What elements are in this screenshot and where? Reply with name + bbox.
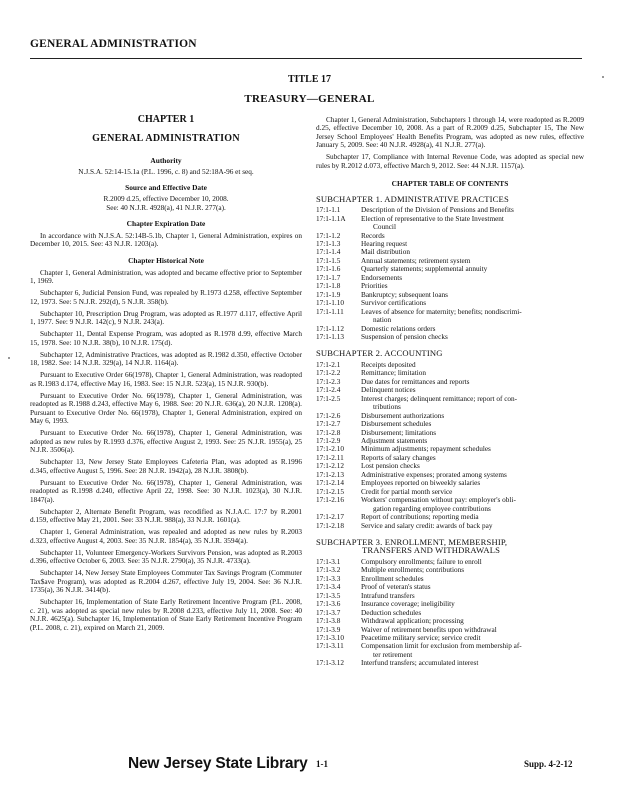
margin-mark [8,357,10,359]
section-number: 17:1-1.2 [316,231,341,240]
section-title [361,659,584,667]
section-title [361,488,584,496]
history-note: Subchapter 11, Volunteer Emergency-Workers Survivors Pension, was adopted as R.2003 d.396, effective October 6, 2003. See: 35 N.J.R. 2790(a), 35 N.J.R. 4733(a). [30,548,302,566]
section-number: 17:1-1.10 [316,299,344,308]
toc-entry [316,600,584,608]
section-title [361,369,584,377]
subchapter-1-title: SUBCHAPTER 1. ADMINISTRATIVE PRACTICES [316,193,509,204]
section-number: 17:1-1.13 [316,333,344,342]
section-number: 17:1-1.8 [316,282,341,291]
section-title-line: Delinquent notices [361,386,416,395]
toc-entry [316,592,584,600]
toc-entry [316,609,584,617]
section-title [361,634,584,642]
section-number: 17:1-3.7 [316,608,341,617]
toc-entry [316,445,584,453]
source-line: See: 40 N.J.R. 4928(a), 41 N.J.R. 277(a). [106,203,226,212]
toc-entry [316,471,584,479]
history-note: Subchapter 14, New Jersey State Employees Commuter Tax Savings Program (Commuter Tax$ave Program), was adopted as R.2004 d.267, effective July 19, 2004. See: 36 N.J.R. 1735(a), 36 N.J.R. 3414(b). [30,569,302,595]
page-number: 1-1 [316,759,328,769]
library-watermark: New Jersey State Library [128,755,308,772]
section-title-line: Remittance; limitation [361,369,427,378]
section-title-line: Due dates for remittances and reports [361,377,470,386]
section-number: 17:1-3.1 [316,557,341,566]
subchapter-3-title-line1: SUBCHAPTER 3. ENROLLMENT, MEMBERSHIP, [316,536,508,547]
section-title [361,386,584,394]
history-notes [30,269,302,632]
history-note: Subchapter 6, Judicial Pension Fund, was repealed by R.1973 d.258, effective September 12, 1973. See: 5 N.J.R. 292(d), 5 N.J.R. 358(b). [30,289,302,306]
section-title-line: ter retirement [373,650,413,659]
toc-entry [316,566,584,574]
toc-entry [316,626,584,634]
section-title [361,308,584,325]
toc-entry [316,206,584,214]
section-title [361,378,584,386]
section-number: 17:1-2.16 [316,496,344,505]
section-title-line: Quarterly statements; supplemental annuity [361,265,488,274]
section-title-line: Multiple enrollments; contributions [361,566,465,575]
section-title-line: Lost pension checks [361,462,420,471]
section-title-line: Adjustment statements [361,437,428,445]
right-column [316,116,584,668]
section-title [361,299,584,307]
source-heading: Source and Effective Date [125,182,207,192]
section-title-line: Insurance coverage; ineligibility [361,600,455,609]
section-title-line: Credit for partial month service [361,487,453,496]
section-number: 17:1-2.5 [316,394,341,403]
section-number: 17:1-1.7 [316,273,341,282]
section-title [361,437,584,445]
section-title [361,282,584,290]
section-title [361,274,584,282]
section-title-line: Receipts deposited [361,360,416,369]
section-number: 17:1-2.15 [316,487,344,496]
section-number: 17:1-3.6 [316,600,341,609]
title-heading: TITLE 17 [287,74,332,85]
section-title-line: Disbursement; limitations [361,428,437,437]
section-title [361,609,584,617]
section-number: 17:1-3.4 [316,583,341,592]
section-title-line: Mail distribution [361,248,410,257]
toc-entry [316,558,584,566]
section-title-line: Report of contributions; reporting media [361,513,479,522]
section-number: 17:1-2.12 [316,462,344,471]
section-title-line: Description of the Division of Pensions and Benefits [361,206,514,215]
section-title-line: Waiver of retirement benefits upon withdrawal [361,625,497,634]
history-note: Subchapter 11, Dental Expense Program, was adopted as R.1978 d.99, effective March 15, 1978. See: 10 N.J.R. 38(b), 10 N.J.R. 175(d). [30,330,302,347]
section-title-line: Peacetime military service; service credit [361,633,481,642]
toc-entry [316,522,584,530]
section-title-line: Suspension of pension checks [361,333,448,342]
toc-entry [316,369,584,377]
section-title [361,395,584,412]
section-number: 17:1-3.12 [316,659,344,668]
section-title [361,496,584,513]
section-title [361,566,584,574]
toc-entry [316,265,584,273]
section-title-line: nation [373,316,392,325]
left-column [30,116,302,636]
section-number: 17:1-1.4 [316,248,341,257]
history-heading: Chapter Historical Note [128,255,204,265]
toc-entry [316,454,584,462]
authority-text: N.J.S.A. 52:14-15.1a (P.L. 1996, c. 8) and 52:18A-96 et seq. [78,168,254,177]
section-title-line: Compulsory enrollments; failure to enroll [361,557,482,566]
toc-entry [316,240,584,248]
section-title [361,240,584,248]
expiration-heading: Chapter Expiration Date [126,219,206,229]
section-title [361,575,584,583]
chapter-name: GENERAL ADMINISTRATION [92,133,240,145]
history-note: Chapter 1, General Administration, was adopted and became effective prior to September 1, 1969. [30,268,302,286]
title-subheading: TREASURY—GENERAL [244,93,375,105]
subchapter-3-title [316,538,584,555]
toc-entry [316,248,584,256]
section-title-line: Council [373,223,396,232]
section-title-line: Annual statements; retirement system [361,256,471,265]
toc-entry [316,378,584,386]
section-title-line: Administrative expenses; prorated among systems [361,470,507,479]
section-title-line: Proof of veteran's status [361,583,431,592]
section-title-line: Election of representative to the State Investment [361,214,504,223]
section-title-line: Employees reported on biweekly salaries [361,479,481,488]
section-title-line: Interest charges; delinquent remittance; report of con- [361,394,518,403]
section-title [361,462,584,470]
toc-entry [316,496,584,513]
section-title-line: Reports of salary changes [361,453,436,462]
toc-entry [316,412,584,420]
section-number: 17:1-1.11 [316,307,344,316]
history-note: Chapter 1, General Administration, was repealed and adopted as new rules by R.2003 d.323, effective August 4, 2003. See: 35 N.J.R. 1854(a), 35 N.J.R. 3594(a). [30,528,302,545]
toc-entry [316,232,584,240]
section-title [361,361,584,369]
toc-entry [316,634,584,642]
section-title-line: Service and salary credit: awards of back pay [361,521,493,530]
toc-entry [316,299,584,307]
section-number: 17:1-3.5 [316,591,341,600]
section-number: 17:1-1.12 [316,324,344,333]
toc-entry [316,308,584,325]
section-title-line: Interfund transfers; accumulated interest [361,659,479,668]
section-title [361,257,584,265]
section-number: 17:1-2.1 [316,360,341,369]
source-text [30,195,302,212]
toc-entry [316,429,584,437]
history-note: Subchapter 10, Prescription Drug Program, was adopted as R.1977 d.117, effective April 1, 1977. See: 9 N.J.R. 142(c), 9 N.J.R. 243(a). [30,309,302,327]
section-title-line: Withdrawal application; processing [361,617,464,626]
section-title [361,420,584,428]
history-note: Subchapter 2, Alternate Benefit Program, was recodified as N.J.A.C. 17:7 by R.2001 d.159, effective May 21, 2001. See: 33 N.J.R. 988(a), 33 N.J.R. 1601(a). [30,507,302,525]
section-title [361,333,584,341]
history-note: Subchapter 13, New Jersey State Employees Cafeteria Plan, was adopted as R.1996 d.345, effective August 5, 1996. See: 28 N.J.R. 1942(a), 28 N.J.R. 3808(b). [30,458,302,475]
section-title-line: Workers' compensation without pay: employer's obli- [361,496,516,505]
section-number: 17:1-2.10 [316,445,344,454]
section-number: 17:1-1.1A [316,214,346,223]
toc-entry [316,659,584,667]
section-title-line: Domestic relations orders [361,324,436,333]
history-note: Subchapter 16, Implementation of State Early Retirement Incentive Program (P.L. 2008, c. 21), was adopted as special new rules by R.2008 d.233, effective July 11, 2008. See: 40 N.J.R. 4625(a). Subchapter 16, Implementation of State Early Retirement Incentive Program (P.L. 2008, c. 21), expired on March 21, 2009. [30,598,302,632]
section-title [361,454,584,462]
section-title-line: Disbursement schedules [361,420,432,429]
section-number: 17:1-2.17 [316,513,344,522]
section-number: 17:1-2.18 [316,521,344,530]
section-title [361,558,584,566]
margin-mark [602,76,604,78]
section-number: 17:1-1.6 [316,265,341,274]
toc-list-1 [316,206,584,341]
section-title-line: Minimum adjustments; repayment schedules [361,445,491,454]
section-number: 17:1-2.9 [316,437,341,445]
section-number: 17:1-3.9 [316,625,341,634]
section-title-line: Survivor certifications [361,299,427,308]
toc-entry [316,386,584,394]
supplement-date: Supp. 4-2-12 [524,759,573,769]
authority-heading: Authority [150,155,182,165]
section-number: 17:1-2.4 [316,386,341,395]
section-title [361,325,584,333]
toc-entry [316,395,584,412]
section-title-line: Disbursement authorizations [361,411,445,420]
section-title-line: Priorities [361,282,388,291]
section-title-line: Bankruptcy; subsequent loans [361,290,448,299]
section-title-line: Compensation limit for exclusion from membership af- [361,642,522,651]
toc-entry [316,583,584,591]
running-head: GENERAL ADMINISTRATION [30,38,197,50]
history-note: Subchapter 12, Administrative Practices, was adopted as R.1982 d.350, effective October 18, 1982. See: 14 N.J.R. 329(a), 14 N.J.R. 1164(a). [30,350,302,368]
section-number: 17:1-3.2 [316,566,341,575]
section-number: 17:1-1.1 [316,206,341,215]
section-title [361,412,584,420]
section-title [361,626,584,634]
intro-paragraph: Chapter 1, General Administration, Subchapters 1 through 14, were readopted as R.2009 d.25, effective December 10, 2008. As a part of R.2009 d.25, Subchapter 15, The New Jersey School Employees' Health Benefits Program, was adopted as new rules, effective January 5, 2009. See: 40 N.J.R. 4928(a), 41 N.J.R. 277(a). [316,116,584,150]
section-number: 17:1-2.13 [316,470,344,479]
section-title [361,445,584,453]
toc-entry [316,617,584,625]
section-title [361,232,584,240]
section-number: 17:1-3.3 [316,574,341,583]
section-title [361,471,584,479]
section-title [361,215,584,232]
section-title [361,248,584,256]
section-number: 17:1-2.14 [316,479,344,488]
toc-entry [316,291,584,299]
expiration-text: In accordance with N.J.S.A. 52:14B-5.1b, Chapter 1, General Administration, expires on December 10, 2015. See: 43 N.J.R. 1203(a). [30,231,302,249]
toc-list-2 [316,361,584,530]
header-rule [30,58,582,59]
source-line: R.2009 d.25, effective December 10, 2008. [103,195,229,204]
section-number: 17:1-3.8 [316,617,341,626]
section-title-line: Endorsements [361,273,403,282]
section-number: 17:1-1.5 [316,256,341,265]
section-title [361,265,584,273]
section-title [361,592,584,600]
toc-entry [316,282,584,290]
section-title-line: Deduction schedules [361,608,422,617]
toc-entry [316,642,584,659]
section-title-line: Enrollment schedules [361,574,424,583]
subchapter-2-title: SUBCHAPTER 2. ACCOUNTING [316,348,443,359]
section-title [361,206,584,214]
toc-entry [316,420,584,428]
section-number: 17:1-2.11 [316,453,344,462]
toc-entry [316,274,584,282]
section-number: 17:1-2.3 [316,377,341,386]
intro-paragraph: Subchapter 17, Compliance with Internal Revenue Code, was adopted as special new rules by R.2012 d.073, effective March 9, 2012. See: 44 N.J.R. 1157(a). [316,153,584,170]
toc-entry [316,361,584,369]
section-title-line: Leaves of absence for maternity; benefits; nondiscrimi- [361,307,522,316]
toc-list-3 [316,558,584,668]
section-number: 17:1-2.8 [316,428,341,437]
section-title-line: Intrafund transfers [361,591,415,600]
toc-entry [316,513,584,521]
section-number: 17:1-3.11 [316,642,344,651]
section-title [361,600,584,608]
history-note: Pursuant to Executive Order 66(1978), Chapter 1, General Administration, was readopted as R.1983 d.174, effective May 16, 1983. See: 15 N.J.R. 523(a), 15 N.J.R. 930(b). [30,371,302,388]
history-note: Pursuant to Executive Order No. 66(1978), Chapter 1, General Administration, was readopted as R.1998 d.240, effective April 22, 1998. See: 30 N.J.R. 1023(a), 30 N.J.R. 1847(a). [30,478,302,504]
toc-entry [316,215,584,232]
toc-entry [316,333,584,341]
section-title [361,642,584,659]
subchapter-3-title-line2: TRANSFERS AND WITHDRAWALS [362,545,501,556]
toc-entry [316,488,584,496]
section-title [361,617,584,625]
section-number: 17:1-2.6 [316,411,341,420]
toc-entry [316,462,584,470]
section-title [361,479,584,487]
section-number: 17:1-1.3 [316,240,341,249]
toc-entry [316,257,584,265]
section-number: 17:1-1.9 [316,290,341,299]
section-title-line: Hearing request [361,240,408,249]
chapter-heading: CHAPTER 1 [137,114,195,125]
toc-entry [316,437,584,445]
history-note: Pursuant to Executive Order No. 66(1978), Chapter 1, General Administration, was readopted as R.1988 d.243, effective May 6, 1988. See: 20 N.J.R. 636(a), 20 N.J.R. 1208(a). Pursuant to Executive Order No. 66(1978), Chapter 1, General Administration, expired on May 6, 1993. [30,391,302,426]
section-number: 17:1-2.2 [316,369,341,378]
toc-heading: CHAPTER TABLE OF CONTENTS [391,179,509,189]
toc-entry [316,325,584,333]
section-title-line: tributions [373,403,401,412]
section-number: 17:1-3.10 [316,633,344,642]
section-title [361,429,584,437]
section-number: 17:1-2.7 [316,420,341,429]
section-title-line: gation regarding employee contributions [373,504,491,513]
section-title [361,522,584,530]
section-title [361,583,584,591]
history-note: Pursuant to Executive Order No. 66(1978), Chapter 1, General Administration, was adopted as new rules by R.1993 d.376, effective August 2, 1993. See: 25 N.J.R. 1955(a), 25 N.J.R. 3506(a). [30,429,302,455]
section-title-line: Records [361,231,385,240]
toc-entry [316,479,584,487]
section-title [361,291,584,299]
toc-entry [316,575,584,583]
section-title [361,513,584,521]
